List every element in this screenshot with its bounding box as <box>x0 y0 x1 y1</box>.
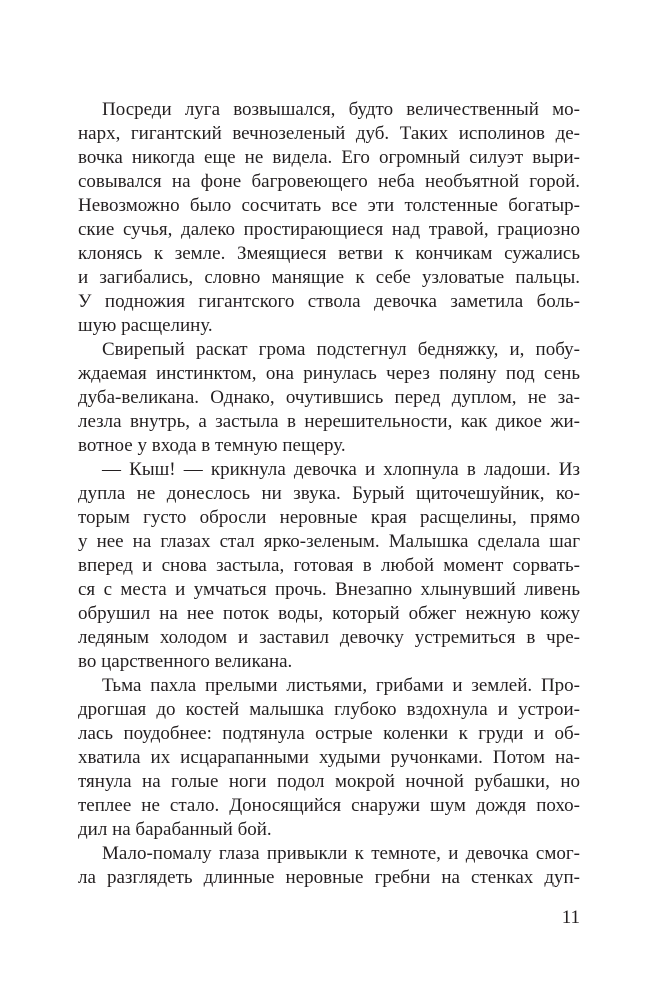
text-line: — Кыш! — крикнула девочка и хлопнула в ладоши. Из <box>102 459 580 480</box>
paragraph <box>78 458 580 674</box>
text-line: совывался на фоне багровеющего неба необъятной горой. <box>78 171 580 192</box>
text-line: и загибались, словно манящие к себе узловатые пальцы. <box>78 267 580 288</box>
text-line: Свирепый раскат грома подстегнул бедняжку, и, побу- <box>102 339 580 360</box>
text-line: тянула на голые ноги подол мокрой ночной рубашки, но <box>78 771 580 792</box>
text-line: ждаемая инстинктом, она ринулась через поляну под сень <box>78 363 580 384</box>
text-line: вочка никогда еще не видела. Его огромный силуэт выри- <box>78 147 580 168</box>
text-line: клонясь к земле. Змеящиеся ветви к кончикам сужались <box>78 243 580 264</box>
text-line: дрогшая до костей малышка глубоко вздохнула и устрои- <box>78 699 580 720</box>
paragraph <box>78 842 580 890</box>
text-line: дил на барабанный бой. <box>78 819 272 840</box>
text-line: у нее на глазах стал ярко-зеленым. Малышка сделала шаг <box>78 531 580 552</box>
text-line: Невозможно было сосчитать все эти толстенные богатыр- <box>78 195 580 216</box>
text-line: лась поудобнее: подтянула острые коленки к груди и об- <box>78 723 580 744</box>
text-line: дупла не донеслось ни звука. Бурый щиточешуйник, ко- <box>78 483 580 504</box>
text-line: теплее не стало. Доносящийся снаружи шум дождя похо- <box>78 795 580 816</box>
text-line: во царственного великана. <box>78 651 293 672</box>
text-line: вотное у входа в темную пещеру. <box>78 435 346 456</box>
text-line: У подножия гигантского ствола девочка заметила боль- <box>78 291 580 312</box>
paragraph <box>78 674 580 842</box>
text-line: ские сучья, далеко простирающиеся над травой, грациозно <box>78 219 580 240</box>
paragraph <box>78 338 580 458</box>
paragraph <box>78 98 580 338</box>
text-line: нарх, гигантский вечнозеленый дуб. Таких исполинов де- <box>78 123 580 144</box>
page-number: 11 <box>561 907 580 928</box>
text-line: ледяным холодом и заставил девочку устремиться в чре- <box>78 627 580 648</box>
text-line: обрушил на нее поток воды, который обжег нежную кожу <box>78 603 580 624</box>
text-line: Посреди луга возвышался, будто величественный мо- <box>102 99 580 120</box>
text-line: Тьма пахла прелыми листьями, грибами и землей. Про- <box>102 675 580 696</box>
text-line: торым густо обросли неровные края расщелины, прямо <box>78 507 580 528</box>
text-line: вперед и снова застыла, готовая в любой момент сорвать- <box>78 555 580 576</box>
body-text <box>78 98 580 890</box>
text-line: лезла внутрь, а застыла в нерешительности, как дикое жи- <box>78 411 580 432</box>
text-line: ся с места и умчаться прочь. Внезапно хлынувший ливень <box>78 579 580 600</box>
text-line: хватила их исцарапанными худыми ручонками. Потом на- <box>78 747 580 768</box>
text-line: ла разглядеть длинные неровные гребни на стенках дуп- <box>78 867 580 888</box>
text-line: Мало-помалу глаза привыкли к темноте, и девочка смог- <box>102 843 580 864</box>
text-line: шую расщелину. <box>78 315 213 336</box>
text-line: дуба-великана. Однако, очутившись перед дуплом, не за- <box>78 387 580 408</box>
